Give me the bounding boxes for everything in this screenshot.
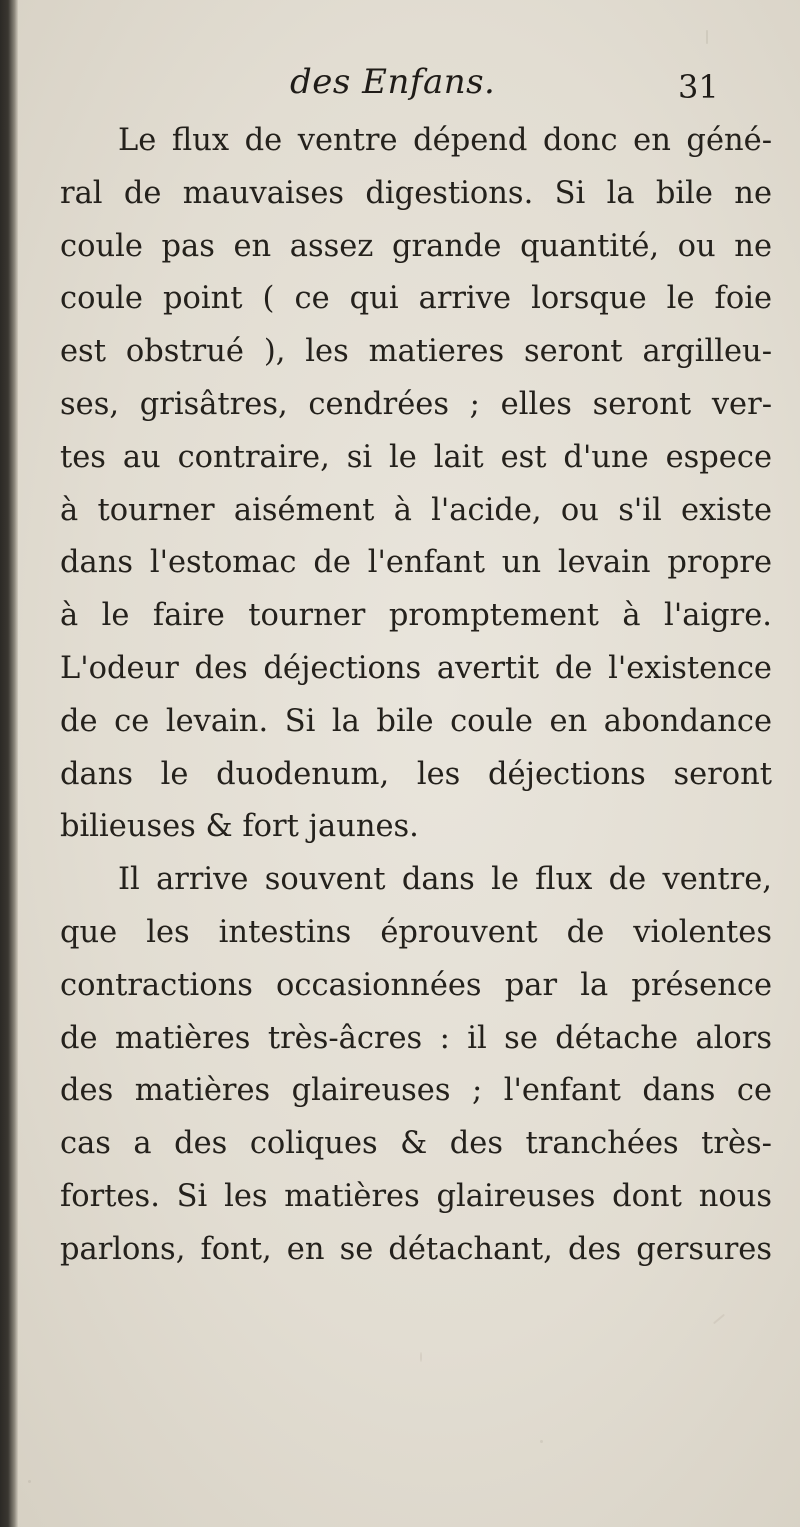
- body-text: [60, 115, 772, 1277]
- running-head: des Enfans.: [290, 62, 496, 102]
- text-line: dans l'estomac de l'enfant un levain propre: [60, 545, 772, 581]
- text-line: dans le duodenum, les déjections seront: [60, 756, 772, 792]
- text-line: cas a des coliques & des tranchées très-: [60, 1126, 772, 1162]
- text-line: des matières glaireuses ; l'enfant dans ce: [60, 1073, 772, 1109]
- book-spine-shadow: [0, 0, 18, 1527]
- text-line: est obstrué ), les matieres seront argilleu-: [60, 334, 772, 370]
- paragraph-1: [60, 115, 772, 854]
- text-line: à le faire tourner promptement à l'aigre.: [60, 598, 772, 634]
- paragraph-2: [60, 854, 772, 1276]
- text-line: fortes. Si les matières glaireuses dont nous: [60, 1178, 772, 1214]
- text-line: de ce levain. Si la bile coule en abondance: [60, 703, 772, 739]
- text-line: à tourner aisément à l'acide, ou s'il existe: [60, 492, 772, 528]
- text-line: Il arrive souvent dans le flux de ventre,: [118, 862, 772, 898]
- page-number: 31: [678, 68, 719, 106]
- text-line: que les intestins éprouvent de violentes: [60, 914, 772, 950]
- text-line: L'odeur des déjections avertit de l'existence: [60, 650, 772, 686]
- text-line: parlons, font, en se détachant, des gersures: [60, 1231, 772, 1267]
- text-line: coule point ( ce qui arrive lorsque le foie: [60, 281, 772, 317]
- text-line: coule pas en assez grande quantité, ou ne: [60, 228, 772, 264]
- text-line: Le flux de ventre dépend donc en géné-: [118, 123, 772, 158]
- text-line: ral de mauvaises digestions. Si la bile ne: [60, 175, 772, 211]
- page-header: [0, 62, 800, 112]
- text-line: de matières très-âcres : il se détache alors: [60, 1020, 772, 1056]
- text-line: tes au contraire, si le lait est d'une espece: [60, 439, 772, 475]
- text-line: contractions occasionnées par la présence: [60, 967, 772, 1003]
- text-line: bilieuses & fort jaunes.: [60, 809, 419, 845]
- text-line: ses, grisâtres, cendrées ; elles seront ver-: [60, 386, 772, 422]
